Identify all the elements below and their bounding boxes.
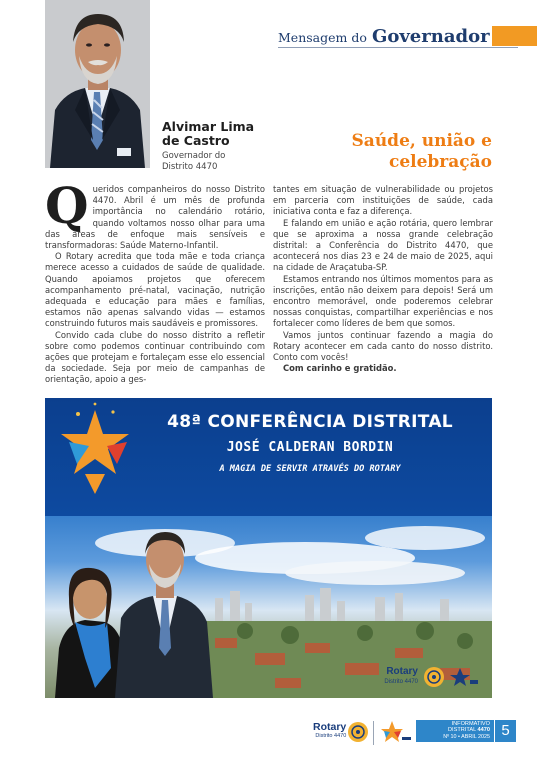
banner-couple-photo <box>45 498 225 698</box>
footer-pub-line2-a: DISTRITAL <box>448 727 478 734</box>
governor-name-line1: Alvimar Lima <box>162 119 255 134</box>
article-title-line1: Saúde, união e <box>351 131 492 151</box>
header-accent-bar <box>492 26 537 46</box>
footer-pub-line2-b: 4470 <box>477 727 490 734</box>
banner-subtitle: JOSÉ CALDERAN BORDIN <box>226 440 394 455</box>
header-title-big: Governador <box>371 26 490 47</box>
footer-publication-box <box>416 720 494 742</box>
article-paragraph-1-text: ueridos companheiros do nosso Distrito 4470. Abril é um mês de profunda importância no calendário rotário, quando voltamos nosso olhar para uma das áreas de enfoque mais sensíveis e transformadoras: Saúde Materno-Infantil. <box>45 184 265 251</box>
banner-rotary-logo <box>384 666 478 688</box>
footer-pub-line3: Nº 10 • ABRIL 2025 <box>443 733 490 740</box>
rotary-wheel-icon <box>423 666 445 688</box>
footer-district-label: Distrito 4470 <box>315 733 347 739</box>
header-title-small: Mensagem do <box>278 30 367 45</box>
page-number: 5 <box>494 720 516 742</box>
footer-pub-line1: INFORMATIVO <box>451 721 490 727</box>
article-column-left <box>45 176 265 386</box>
governor-name <box>162 120 254 148</box>
page-header-title <box>278 26 490 47</box>
footer-rotary-label: Rotary <box>313 721 347 733</box>
article-paragraph-3: Convido cada clube do nosso distrito a refletir sobre como podemos continuar contribuindo com ações que protejam e fortaleçam esse elo essencial da sociedade. Seja por meio de campanhas de orientação, apoio a ges- <box>45 329 265 385</box>
governor-role-line1: Governador do <box>162 151 226 161</box>
conference-banner <box>45 398 492 698</box>
drop-cap: Q <box>45 176 89 235</box>
banner-title: 48ª CONFERÊNCIA DISTRITAL <box>167 412 453 432</box>
governor-role <box>162 151 252 173</box>
article-title <box>292 131 492 173</box>
banner-tagline: A MAGIA DE SERVIR ATRAVÉS DO ROTARY <box>219 464 401 474</box>
article-paragraph-6: Estamos entrando nos últimos momentos para as inscrições, então não deixem para depois! Será um encontro memorável, onde poderemos celebrar nossas conquistas, compartilhar experiências e nos fortalecer como líderes de bem que somos. <box>273 273 493 329</box>
banner-rotary-label: Rotary <box>386 666 418 677</box>
article-paragraph-2: O Rotary acredita que toda mãe e toda criança merece acesso a cuidados de saúde de qualidade. Quando apoiamos projetos que oferecem acompanhamento pré-natal, vacinação, nutrição adequada e educação para mães e famílias, estamos não apenas salvando vidas — estamos construindo futuros mais saudáveis e promissores. <box>45 251 265 329</box>
banner-rotary-text <box>384 667 418 687</box>
article-paragraph-7: Vamos juntos continuar fazendo a magia do Rotary acontecer em cada canto do nosso distrito. Conto com vocês! <box>273 329 493 363</box>
article-paragraph-1 <box>45 176 265 251</box>
conference-star-logo <box>55 402 135 501</box>
governor-name-line2: de Castro <box>162 133 230 148</box>
footer-rotary-wheel-icon <box>347 721 369 747</box>
footer-divider <box>373 721 374 745</box>
footer-conference-logo-icon <box>378 719 412 749</box>
footer-rotary-logo <box>313 722 346 740</box>
article-paragraph-4: tantes em situação de vulnerabilidade ou projetos em parceria com instituições de saúde, cada iniciativa conta e faz a diferença. <box>273 184 493 217</box>
banner-district-label: Distrito 4470 <box>384 679 418 685</box>
article-column-right <box>273 184 493 374</box>
header-divider <box>278 47 518 48</box>
governor-role-line2: Distrito 4470 <box>162 162 218 172</box>
governor-portrait <box>45 0 150 168</box>
conference-small-logo-icon <box>450 666 478 688</box>
article-paragraph-5: E falando em união e ação rotária, quero lembrar que se aproxima a nossa grande celebração distrital: a Conferência do Distrito 4470, que acontecerá nos dias 23 e 24 de maio de 2025, aqui na cidade de Araçatuba-SP. <box>273 217 493 273</box>
article-signoff: Com carinho e gratidão. <box>283 363 397 374</box>
article-title-line2: celebração <box>388 152 492 172</box>
